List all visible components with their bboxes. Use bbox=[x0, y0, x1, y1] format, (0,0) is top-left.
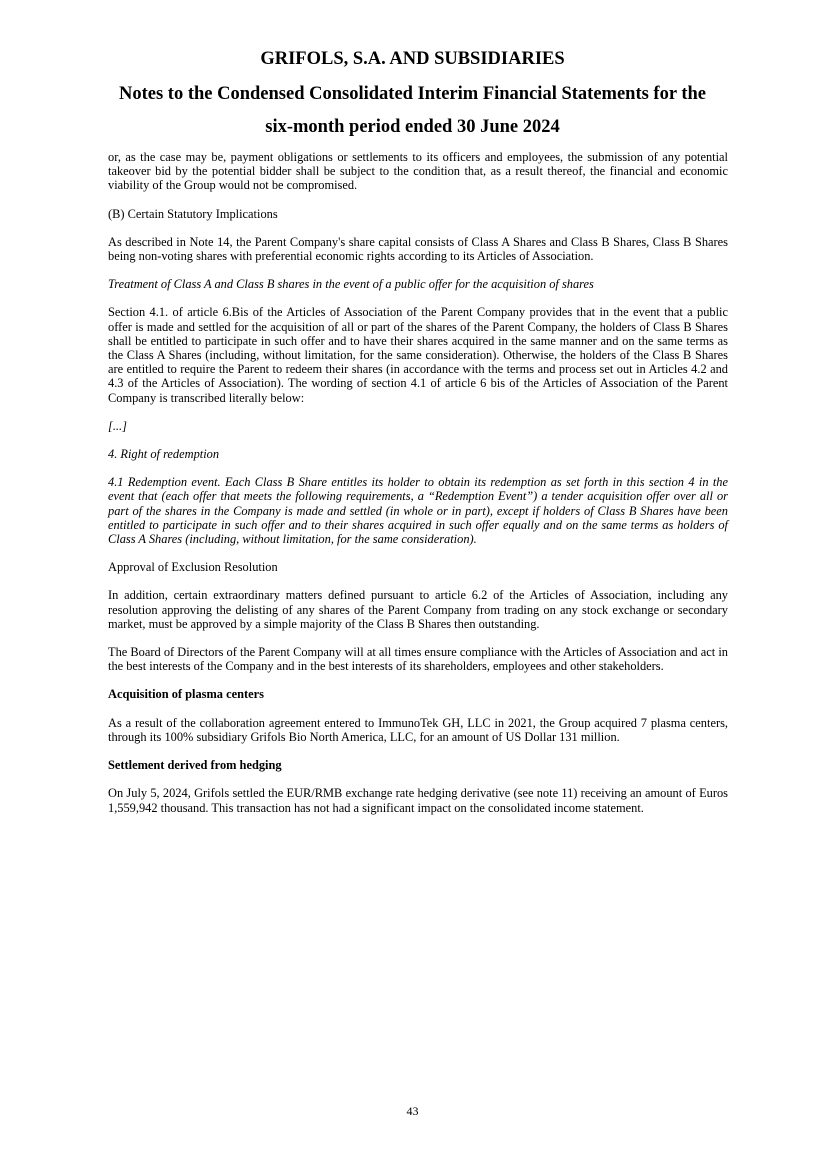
ellipsis-marker: [...] bbox=[108, 418, 127, 433]
paragraph-hedging-settlement: On July 5, 2024, Grifols settled the EUR/RMB exchange rate hedging derivative (see note 11) receiving an amount of Euros 1,559,942 thousand. This transaction has not had a significant impact on the consolidated income statement. bbox=[108, 786, 728, 815]
paragraph-extraordinary-matters: In addition, certain extraordinary matters defined pursuant to article 6.2 of the Articles of Association, including any resolution approving the delisting of any shares of the Parent Company from trading on any stock exchange or secondary market, must be approved by a simple majority of the Class B Shares then outstanding. bbox=[108, 588, 728, 631]
section-heading-statutory: (B) Certain Statutory Implications bbox=[108, 206, 278, 221]
paragraph-section-4-1: Section 4.1. of article 6.Bis of the Articles of Association of the Parent Company provides that in the event that a public offer is made and settled for the acquisition of all or part of the shares of the Parent Company, the holders of Class B Shares shall be entitled to participate in such offer and to have their shares acquired in the same manner and on the same terms as the Class A Shares (including, without limitation, for the same consideration). Otherwise, the holders of the Class B Shares are entitled to require the Parent to redeem their shares (in accordance with the terms and process set out in Articles 4.2 and 4.3 of the Articles of Association). The wording of section 4.1 of article 6 bis of the Articles of Association of the Parent Company is transcribed literally below: bbox=[108, 305, 728, 405]
subheading-treatment-of-shares: Treatment of Class A and Class B shares in the event of a public offer for the acquisition of shares bbox=[108, 277, 594, 292]
report-title-line-1: Notes to the Condensed Consolidated Interim Financial Statements for the bbox=[118, 84, 706, 104]
company-heading: GRIFOLS, S.A. AND SUBSIDIARIES bbox=[260, 49, 565, 69]
paragraph-share-capital: As described in Note 14, the Parent Company's share capital consists of Class A Shares and Class B Shares, Class B Shares being non-voting shares with preferential economic rights according to its Articles of Association. bbox=[108, 234, 728, 264]
notes-body bbox=[108, 150, 728, 829]
paragraph-redemption-event: 4.1 Redemption event. Each Class B Share entitles its holder to obtain its redemption as set forth in this section 4 in the event that (each offer that meets the following requirements, a “Redemption Event”) a tender acquisition offer over all or part of the shares in the Company is made and settled (in whole or in part), except if holders of Class B Shares have been entitled to participate in such offer and to their shares acquired in such offer equally and on the same terms as holders of Class A Shares (including, without limitation, for the same consideration). bbox=[108, 475, 728, 547]
paragraph-plasma-centers: As a result of the collaboration agreement entered to ImmunoTek GH, LLC in 2021, the Group acquired 7 plasma centers, through its 100% subsidiary Grifols Bio North America, LLC, for an amount of US Dollar 131 million. bbox=[108, 715, 728, 744]
subheading-exclusion-resolution: Approval of Exclusion Resolution bbox=[108, 560, 278, 575]
heading-plasma-centers: Acquisition of plasma centers bbox=[108, 687, 264, 702]
report-title-line-2: six-month period ended 30 June 2024 bbox=[265, 117, 560, 137]
heading-hedging-settlement: Settlement derived from hedging bbox=[108, 758, 282, 773]
paragraph-board-compliance: The Board of Directors of the Parent Company will at all times ensure compliance with the Articles of Association and act in the best interests of the Company and in the best interests of its shareholders, employees and other stakeholders. bbox=[108, 645, 728, 674]
page-number: 43 bbox=[406, 1104, 419, 1118]
subheading-right-of-redemption: 4. Right of redemption bbox=[108, 447, 220, 462]
paragraph-takeover-condition: or, as the case may be, payment obligations or settlements to its officers and employees, the submission of any potential takeover bid by the potential bidder shall be subject to the condition that, as a result thereof, the financial and economic viability of the Group would not be compromised. bbox=[108, 150, 728, 193]
